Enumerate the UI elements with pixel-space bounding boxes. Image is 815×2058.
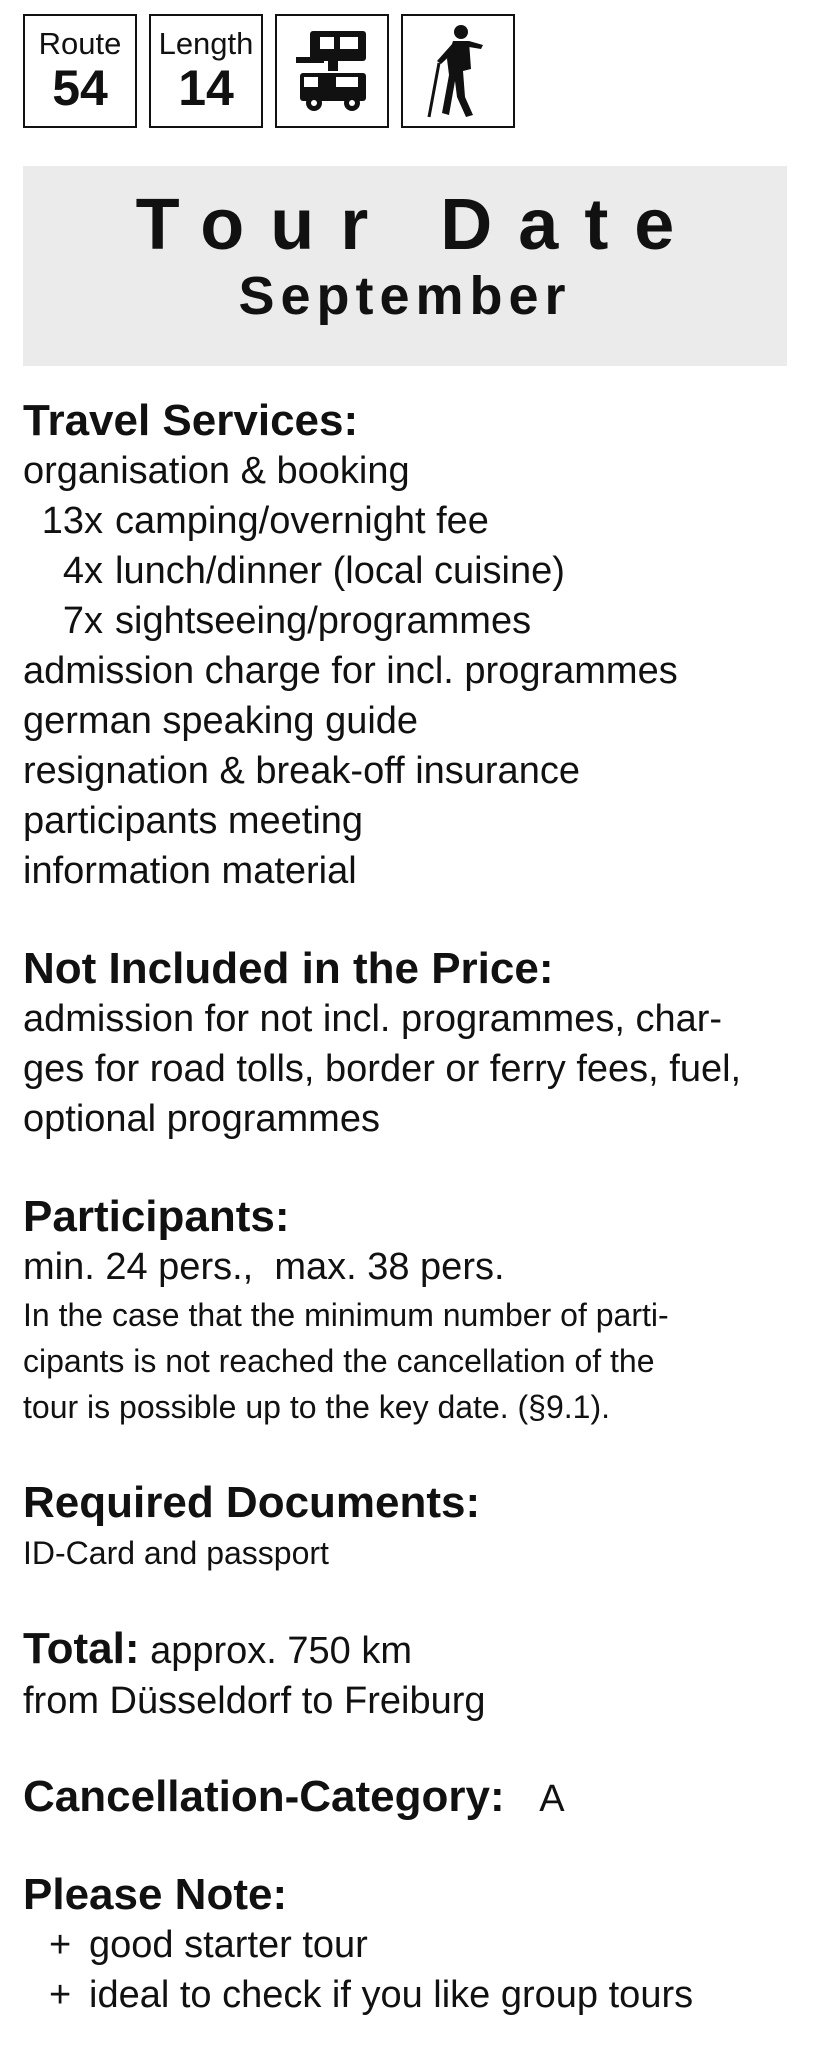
total-route: from Düsseldorf to Freiburg bbox=[23, 1680, 486, 1722]
tour-details bbox=[23, 396, 793, 2020]
cancellation-line bbox=[23, 1772, 793, 1824]
hiker-badge bbox=[401, 14, 515, 128]
banner-month: September bbox=[238, 265, 572, 326]
not-included-line: optional programmes bbox=[23, 1098, 380, 1140]
please-note-item bbox=[23, 1920, 793, 1970]
not-included-line: ges for road tolls, border or ferry fees, fuel, bbox=[23, 1048, 742, 1090]
service-line: participants meeting bbox=[23, 800, 364, 842]
total-label: Total: bbox=[23, 1624, 140, 1673]
plus-icon: + bbox=[49, 1924, 72, 1966]
service-text: camping/overnight fee bbox=[115, 500, 489, 542]
route-badge bbox=[23, 14, 137, 128]
cancellation-value: A bbox=[539, 1778, 565, 1820]
total-line bbox=[23, 1624, 793, 1676]
not-included-heading: Not Included in the Price: bbox=[23, 944, 554, 993]
services-heading: Travel Services: bbox=[23, 396, 359, 445]
not-included-line: admission for not incl. programmes, char- bbox=[23, 998, 723, 1040]
service-counted-item bbox=[23, 596, 793, 646]
participants-range: min. 24 pers., max. 38 pers. bbox=[23, 1246, 505, 1288]
camper-van-icon bbox=[292, 27, 372, 115]
length-badge bbox=[149, 14, 263, 128]
participants-note-line: In the case that the minimum number of parti- bbox=[23, 1297, 669, 1333]
length-label: Length bbox=[158, 25, 254, 61]
please-note-item bbox=[23, 1970, 793, 2020]
length-number: 14 bbox=[178, 59, 234, 116]
service-text: sightseeing/programmes bbox=[115, 600, 532, 642]
hiker-icon bbox=[423, 23, 493, 119]
service-counted-item bbox=[23, 546, 793, 596]
service-counted-item bbox=[23, 496, 793, 546]
service-line: admission charge for incl. programmes bbox=[23, 650, 678, 692]
service-line: organisation & booking bbox=[23, 450, 410, 492]
service-count: 7x bbox=[62, 600, 103, 642]
service-line: german speaking guide bbox=[23, 700, 419, 742]
service-count: 13x bbox=[41, 500, 103, 542]
service-text: lunch/dinner (local cuisine) bbox=[115, 550, 565, 592]
participants-note-line: tour is possible up to the key date. (§9.1). bbox=[23, 1389, 610, 1425]
total-distance: approx. 750 km bbox=[150, 1630, 412, 1672]
service-line: resignation & break-off insurance bbox=[23, 750, 580, 792]
service-count: 4x bbox=[62, 550, 103, 592]
documents-text: ID-Card and passport bbox=[23, 1535, 329, 1571]
please-note-heading: Please Note: bbox=[23, 1870, 288, 1919]
please-note-text: good starter tour bbox=[89, 1924, 368, 1966]
plus-icon: + bbox=[49, 1974, 72, 2016]
participants-note-line: cipants is not reached the cancellation of the bbox=[23, 1343, 655, 1379]
camper-badge bbox=[275, 14, 389, 128]
route-label: Route bbox=[38, 25, 122, 61]
service-line: information material bbox=[23, 850, 357, 892]
tour-date-banner bbox=[23, 166, 787, 366]
badge-row bbox=[23, 14, 515, 128]
participants-heading: Participants: bbox=[23, 1192, 290, 1241]
cancellation-label: Cancellation-Category: bbox=[23, 1772, 505, 1821]
banner-title: Tour Date bbox=[135, 185, 701, 265]
please-note-text: ideal to check if you like group tours bbox=[89, 1974, 694, 2016]
documents-heading: Required Documents: bbox=[23, 1478, 481, 1527]
route-number: 54 bbox=[52, 59, 108, 116]
